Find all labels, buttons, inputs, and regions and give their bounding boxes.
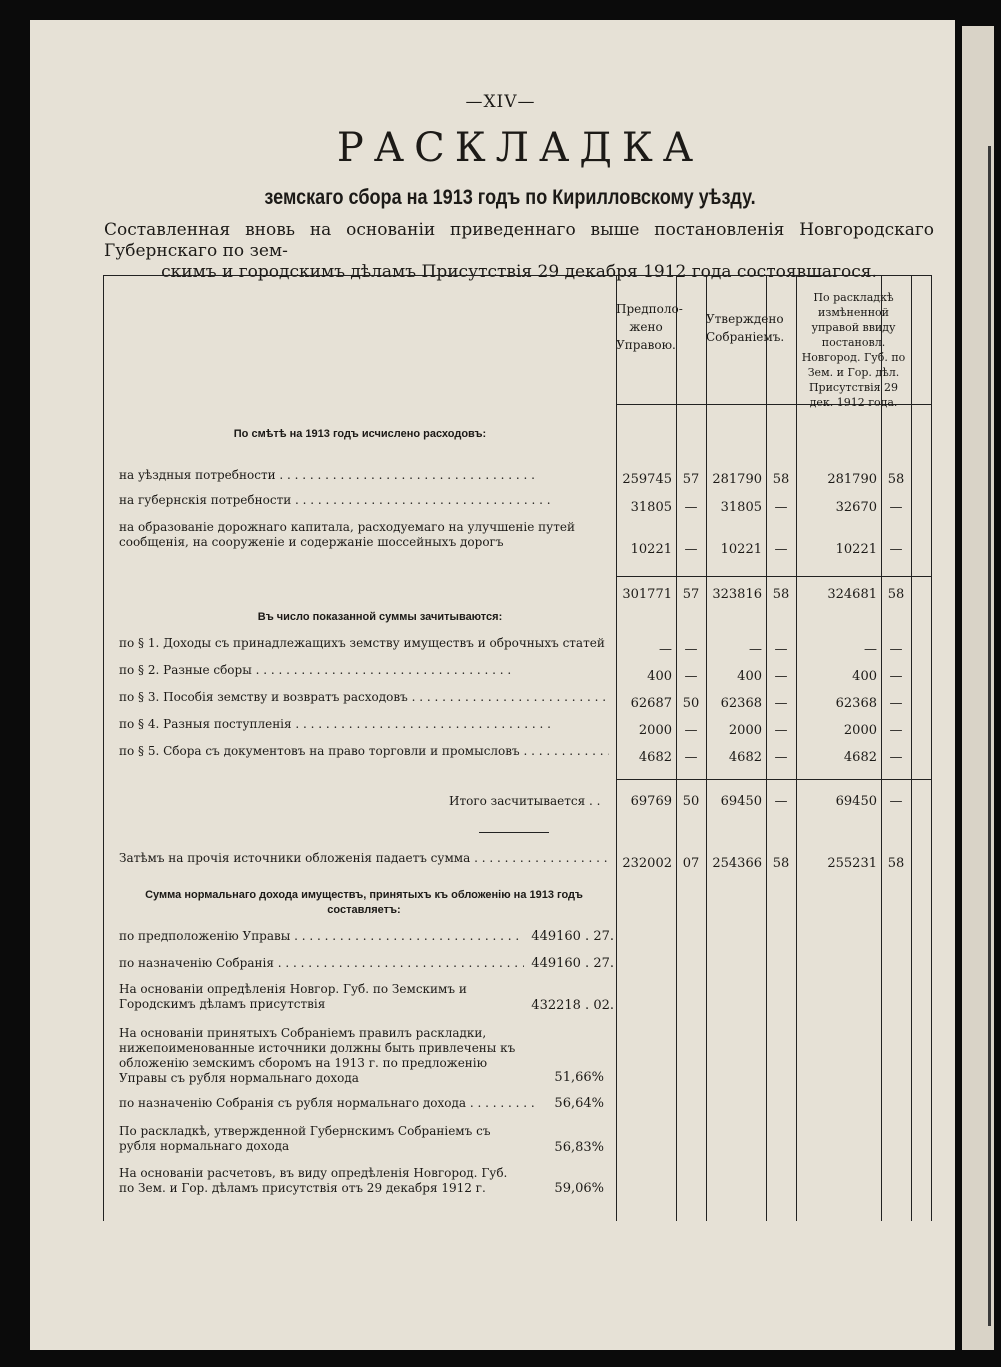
total-cell: 323816 <box>712 587 762 602</box>
total-cell: 50 <box>682 794 700 809</box>
cell: — <box>889 723 903 738</box>
column-divider <box>881 276 882 1221</box>
cell: 259745 <box>622 472 672 487</box>
cell: — <box>864 642 877 657</box>
cell: 400 <box>852 669 877 684</box>
subtotal-divider <box>616 576 931 577</box>
credits-total-label: Итого засчитывается . . <box>449 794 601 808</box>
cell: 10221 <box>720 542 762 557</box>
total-divider <box>616 779 931 780</box>
total-cell: 57 <box>682 587 700 602</box>
expense-row-label: на губернскія потребности . . . <box>119 493 609 507</box>
cell: 62368 <box>720 696 762 711</box>
credit-row-label: по § 4. Разныя поступленія . . . <box>119 717 609 731</box>
column-divider <box>616 276 617 1221</box>
column-divider <box>676 276 677 1221</box>
cell: 400 <box>737 669 762 684</box>
credit-row-label: по § 1. Доходы съ принадлежащихъ земству имуществъ и оброчныхъ статей . . . <box>119 636 609 650</box>
cell: — <box>774 669 788 684</box>
cell: 2000 <box>638 723 672 738</box>
total-cell: 69450 <box>720 794 762 809</box>
cell: 281790 <box>712 472 762 487</box>
cell: — <box>684 542 698 557</box>
cell: 62368 <box>835 696 877 711</box>
cell: — <box>659 642 672 657</box>
rate-value: 51,66% <box>554 1070 604 1085</box>
cell: 57 <box>682 472 700 487</box>
section-expenses-heading: По смѣтѣ на 1913 годъ исчислено расходовъ: <box>233 428 487 440</box>
total-cell: 69769 <box>630 794 672 809</box>
cell: — <box>684 750 698 765</box>
cell: 32670 <box>835 500 877 515</box>
cell: 10221 <box>630 542 672 557</box>
cell: — <box>684 500 698 515</box>
cell: 232002 <box>622 856 672 871</box>
cell: 31805 <box>720 500 762 515</box>
document-description <box>104 220 934 283</box>
cell: — <box>889 500 903 515</box>
cell: 58 <box>772 856 790 871</box>
cell: — <box>774 642 788 657</box>
expense-row-label: на уѣздныя потребности . . . <box>119 468 609 482</box>
rate-label: по назначенію Собранія съ рубля нормальнаго дохода . . . <box>119 1096 534 1110</box>
column-divider <box>766 276 767 1221</box>
total-cell: 301771 <box>622 587 672 602</box>
rate-value: 56,64% <box>554 1096 604 1111</box>
normal-income-value: 449160 . 27. <box>531 956 614 971</box>
section-credits-heading: Въ число показанной суммы зачитываются: <box>257 611 503 623</box>
cell: — <box>684 669 698 684</box>
cell: 4682 <box>728 750 762 765</box>
credit-row-label: по § 2. Разные сборы . . . <box>119 663 609 677</box>
total-cell: 324681 <box>827 587 877 602</box>
description-line-2: скимъ и городскимъ дѣламъ Присутствія 29 декабря 1912 года состоявшагося. <box>161 262 877 282</box>
description-line-1: Составленная вновь на основаніи приведеннаго выше постановленія Новгородскаго Губернскаго по зем- <box>104 220 934 261</box>
document-subtitle: земскаго сбора на 1913 годъ по Кирилловскому уѣзду. <box>264 186 756 209</box>
cell: 31805 <box>630 500 672 515</box>
cell: 281790 <box>827 472 877 487</box>
cell: 4682 <box>638 750 672 765</box>
expense-row-label: на образованіе дорожнаго капитала, расходуемаго на улучшеніе путей сообщенія, на сооруженіе и содержаніе шоссейныхъ дорогъ <box>119 520 575 549</box>
total-cell: — <box>774 794 788 809</box>
cell: — <box>774 542 788 557</box>
cell: 254366 <box>712 856 762 871</box>
document-title: РАСКЛАДКА <box>336 125 704 171</box>
column-header-proposed: Предполо-жено Управою. <box>616 302 683 352</box>
cell: — <box>889 642 903 657</box>
cell: — <box>889 696 903 711</box>
total-cell: — <box>889 794 903 809</box>
cell: — <box>684 642 698 657</box>
normal-income-label: по предположенію Управы . . . <box>119 929 524 943</box>
rate-value: 56,83% <box>554 1140 604 1155</box>
normal-income-value: 432218 . 02. <box>531 998 614 1013</box>
total-cell: 58 <box>887 587 905 602</box>
cell: — <box>889 750 903 765</box>
cell: 58 <box>772 472 790 487</box>
credit-row-label: по § 5. Сбора съ документовъ на право торговли и промысловъ . . . <box>119 744 609 758</box>
rate-label: На основаніи расчетовъ, въ виду опредѣленія Новгород. Губ. по Зем. и Гор. дѣламъ присутствія отъ 29 декабря 1912 г. <box>119 1166 508 1195</box>
cell: 50 <box>682 696 700 711</box>
cell: 2000 <box>728 723 762 738</box>
short-rule <box>479 832 549 833</box>
cell: 4682 <box>843 750 877 765</box>
cell: — <box>889 542 903 557</box>
column-header-revised: По раскладкѣ измѣненной управой ввиду постановл. Новгород. Губ. по Зем. и Гор. дѣл. Присутствія 29 дек. 1912 года. <box>801 291 906 409</box>
normal-income-label: по назначенію Собранія . . . <box>119 956 524 970</box>
column-divider <box>796 276 797 1221</box>
cell: — <box>684 723 698 738</box>
cell: 255231 <box>827 856 877 871</box>
next-page-edge <box>962 26 994 1350</box>
cell: 58 <box>887 856 905 871</box>
levy-table <box>103 275 932 1221</box>
cell: — <box>774 723 788 738</box>
normal-income-heading: Сумма нормальнаго дохода имуществъ, принятыхъ къ обложенію на 1913 годъ составляетъ: <box>145 889 583 916</box>
column-header-approved: Утверждено Собраніемъ. <box>706 312 785 344</box>
cell: — <box>774 696 788 711</box>
cell: — <box>774 750 788 765</box>
credit-row-label: по § 3. Пособія земству и возвратъ расходовъ . . . <box>119 690 609 704</box>
remainder-label: Затѣмъ на прочія источники обложенія падаетъ сумма . . . <box>119 851 609 865</box>
normal-income-label: На основаніи опредѣленія Новгор. Губ. по Земскимъ и Городскимъ дѣламъ присутствія <box>119 982 467 1011</box>
normal-income-value: 449160 . 27. <box>531 929 614 944</box>
cell: — <box>889 669 903 684</box>
cell: 2000 <box>843 723 877 738</box>
rate-label: По раскладкѣ, утвержденной Губернскимъ Собраніемъ съ рубля нормальнаго дохода <box>119 1124 491 1153</box>
column-divider <box>706 276 707 1221</box>
page-number: —XIV— <box>465 92 536 112</box>
cell: 58 <box>887 472 905 487</box>
column-divider <box>911 276 912 1221</box>
rate-label: На основаніи принятыхъ Собраніемъ правилъ раскладки, нижепоименованные источники должны быть привлечены къ обложенію земскимъ сборомъ на 1913 г. по предложенію Управы съ рубля нормальнаго дохода <box>119 1026 516 1085</box>
rate-value: 59,06% <box>554 1181 604 1196</box>
cell: 10221 <box>835 542 877 557</box>
cell: — <box>749 642 762 657</box>
cell: 07 <box>682 856 700 871</box>
cell: 400 <box>647 669 672 684</box>
total-cell: 69450 <box>835 794 877 809</box>
total-cell: 58 <box>772 587 790 602</box>
cell: — <box>774 500 788 515</box>
cell: 62687 <box>630 696 672 711</box>
